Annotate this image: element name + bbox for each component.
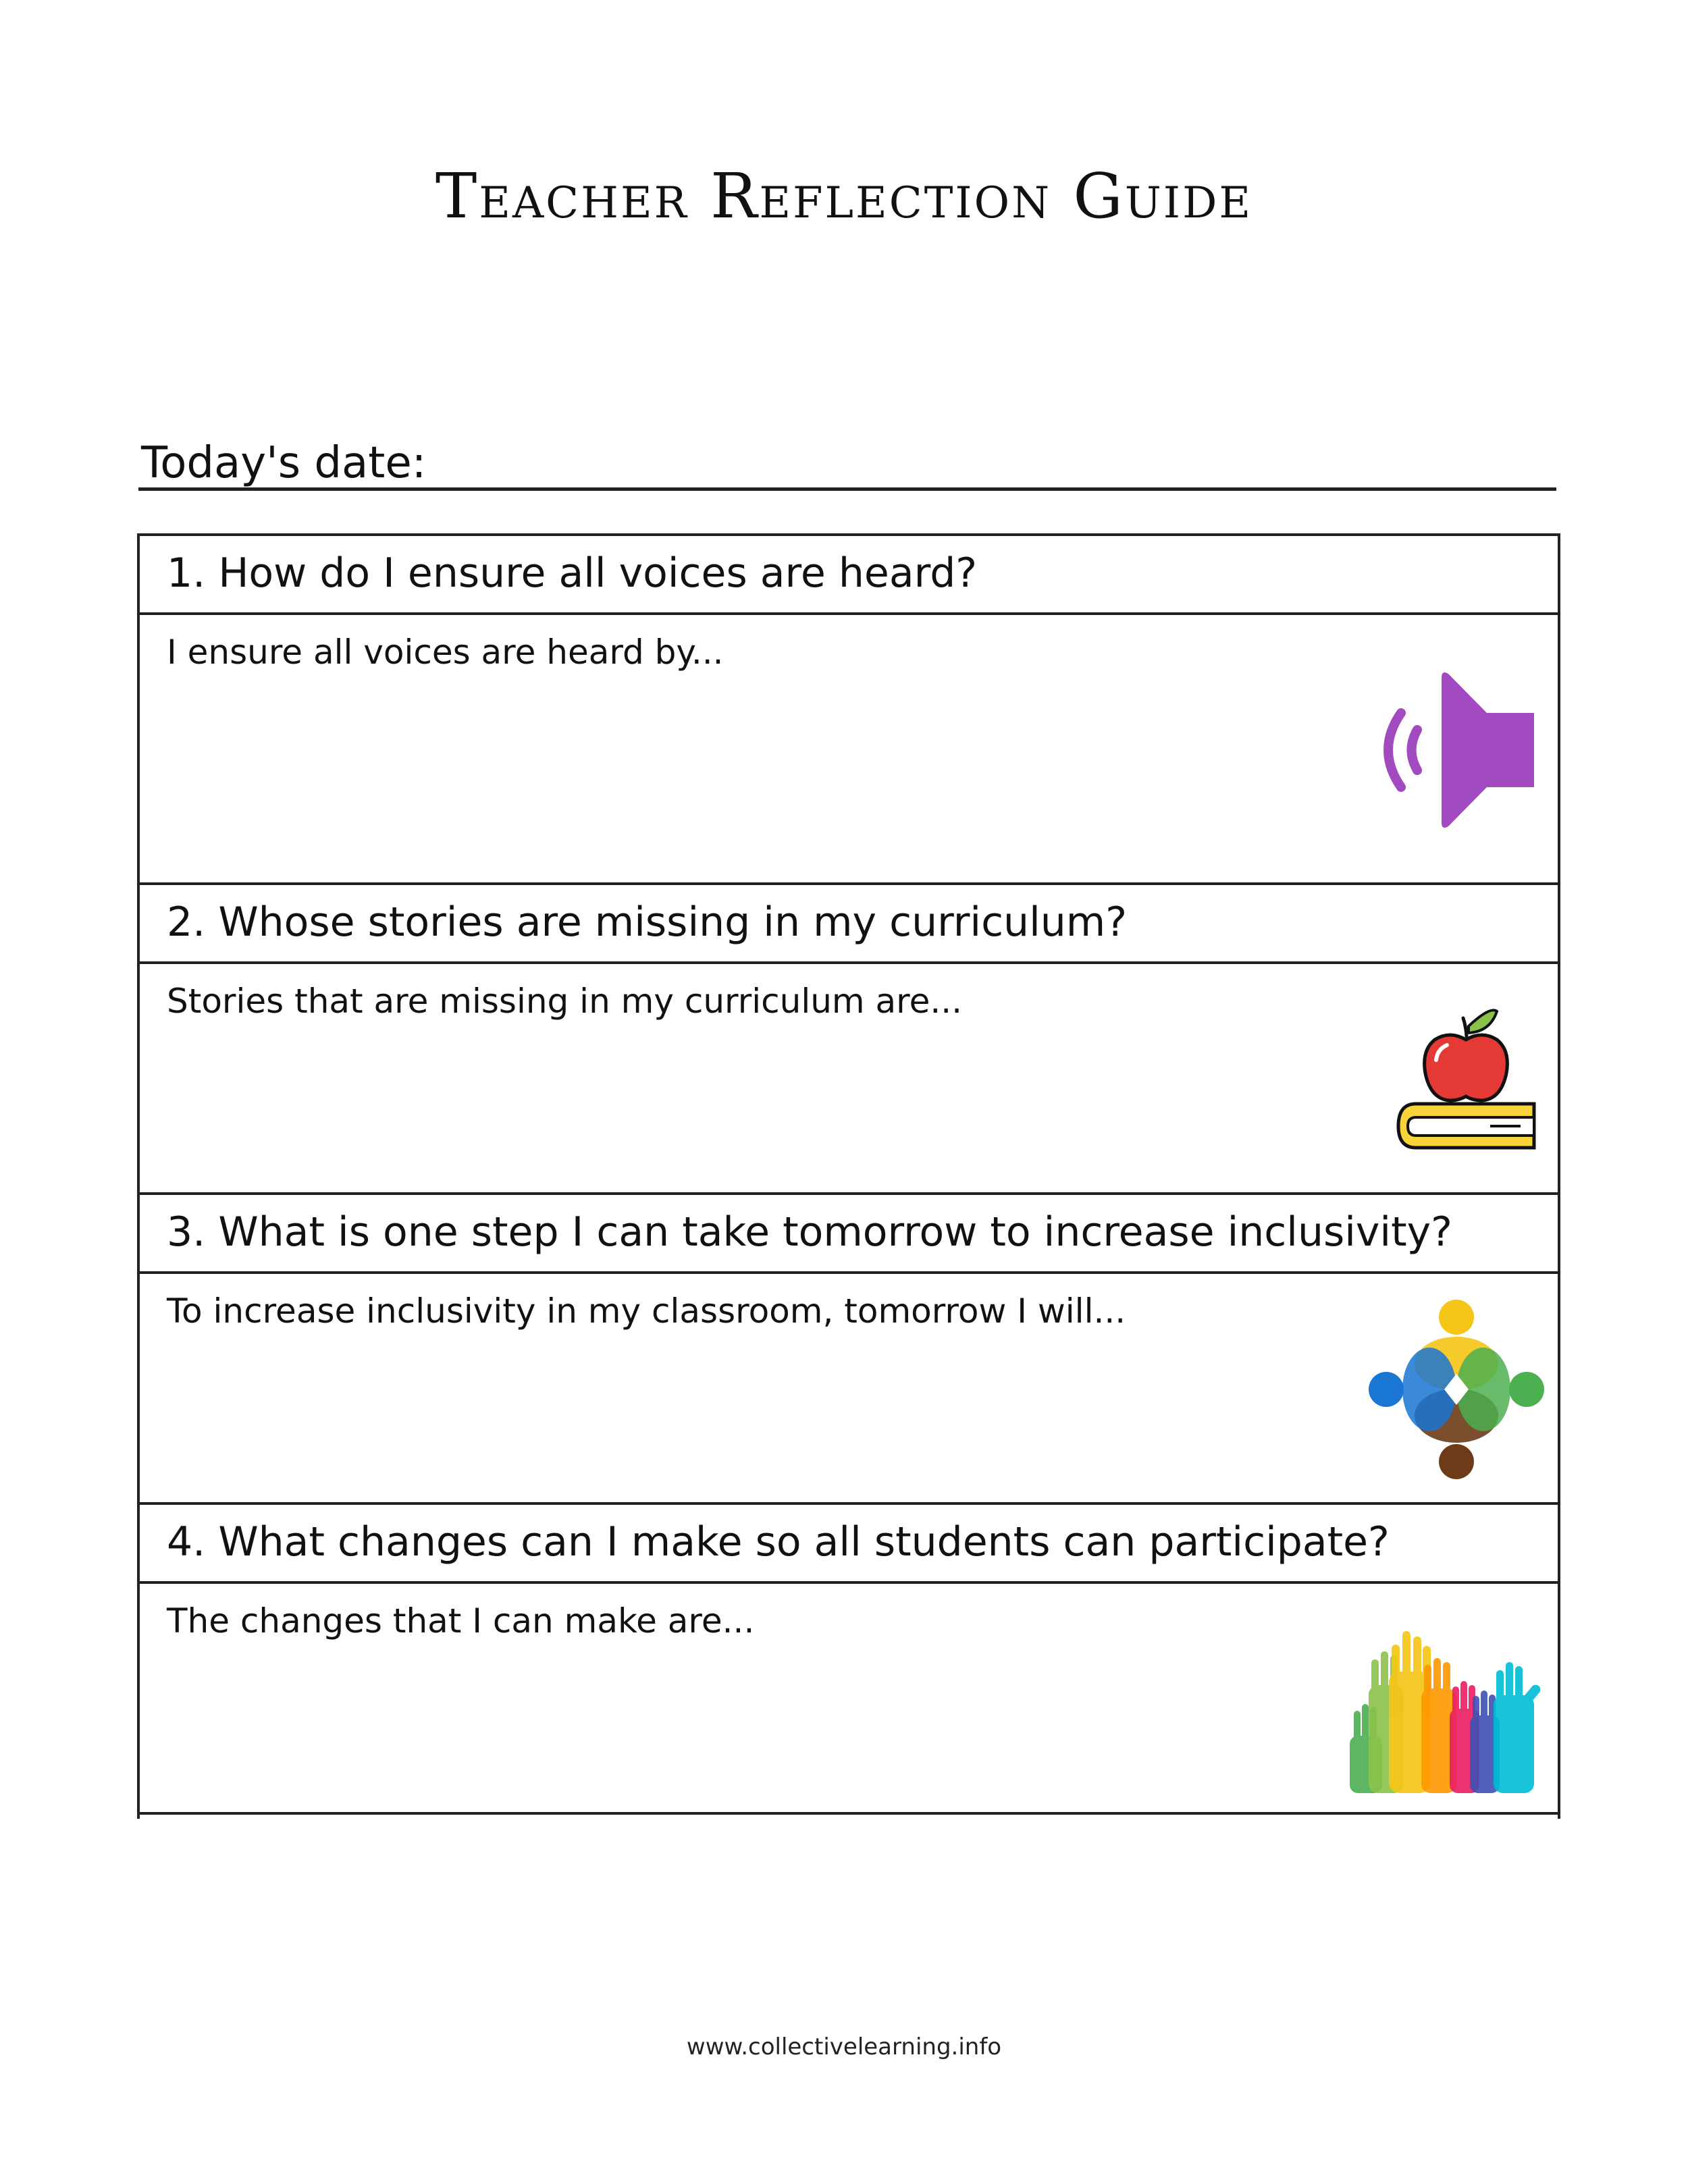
question-4-answer-area[interactable] xyxy=(140,1584,1558,1815)
apple-on-book-icon xyxy=(1396,1006,1541,1158)
question-2-heading: 2. Whose stories are missing in my curriculum? xyxy=(167,899,1128,946)
question-3-answer-area[interactable] xyxy=(140,1274,1558,1505)
question-2-heading-row xyxy=(140,885,1558,964)
question-3-heading-row xyxy=(140,1195,1558,1274)
date-label: Today's date: xyxy=(141,438,427,488)
footer-url[interactable]: www.collectivelearning.info xyxy=(686,2033,1002,2060)
page-title: Teacher Reflection Guide xyxy=(435,160,1253,232)
question-3-prompt: To increase inclusivity in my classroom, tomorrow I will... xyxy=(167,1291,1126,1331)
question-1-heading-row xyxy=(140,536,1558,615)
question-1-answer-area[interactable] xyxy=(140,615,1558,885)
question-1-prompt: I ensure all voices are heard by... xyxy=(167,633,724,672)
question-4-prompt: The changes that I can make are... xyxy=(167,1601,755,1641)
date-field[interactable] xyxy=(138,432,1556,491)
reflection-table xyxy=(137,533,1560,1819)
diverse-people-circle-icon xyxy=(1369,1300,1544,1482)
question-2-answer-area[interactable] xyxy=(140,964,1558,1195)
raised-hands-icon xyxy=(1348,1631,1548,1793)
question-3-heading: 3. What is one step I can take tomorrow to increase inclusivity? xyxy=(167,1208,1452,1256)
question-1-heading: 1. How do I ensure all voices are heard? xyxy=(167,550,978,597)
question-4-heading-row xyxy=(140,1505,1558,1584)
question-4-heading: 4. What changes can I make so all students can participate? xyxy=(167,1518,1390,1566)
speaker-icon xyxy=(1369,666,1537,834)
question-2-prompt: Stories that are missing in my curriculum are... xyxy=(167,982,963,1021)
